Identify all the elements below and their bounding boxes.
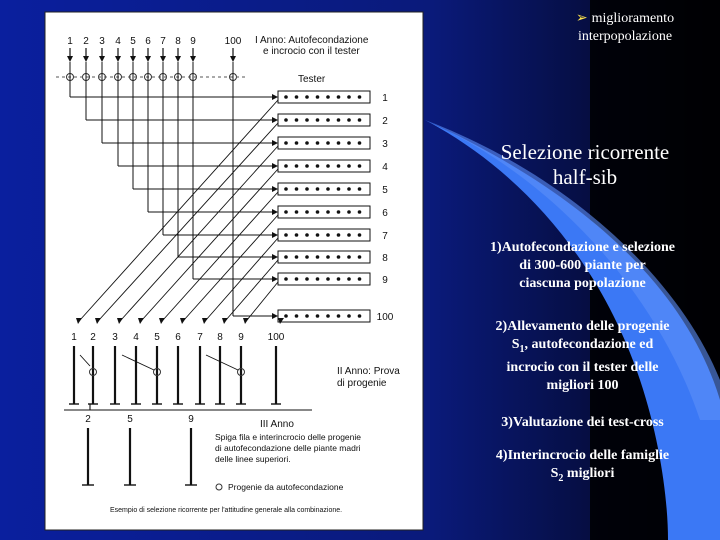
row-number-4: 4 bbox=[382, 162, 388, 173]
tester-row-9 bbox=[278, 273, 370, 285]
tester-dot-3-8 bbox=[358, 141, 362, 145]
tester-dot-6-1 bbox=[284, 210, 288, 214]
year3-label: III Anno bbox=[260, 419, 294, 430]
tester-dot-9-1 bbox=[284, 277, 288, 281]
tester-dot-2-7 bbox=[347, 118, 351, 122]
row-number-5: 5 bbox=[382, 185, 388, 196]
tester-row-4 bbox=[278, 160, 370, 172]
tester-dot-5-5 bbox=[326, 187, 330, 191]
heading-line2: half-sib bbox=[552, 165, 618, 189]
mid-number-2: 2 bbox=[90, 332, 96, 343]
heading-line1: Selezione ricorrente bbox=[500, 140, 670, 164]
top-number-2: 2 bbox=[83, 36, 89, 47]
tester-dot-7-4 bbox=[316, 233, 320, 237]
tester-row-8 bbox=[278, 251, 370, 263]
tester-dot-4-8 bbox=[358, 164, 362, 168]
step-4 bbox=[455, 447, 710, 488]
step-4-line2 bbox=[455, 465, 710, 488]
tester-dot-3-7 bbox=[347, 141, 351, 145]
tester-dot-6-7 bbox=[347, 210, 351, 214]
tester-dot-9-7 bbox=[347, 277, 351, 281]
step-3-line1: 3)Valutazione dei test-cross bbox=[501, 415, 664, 430]
arrow-bullet-icon: ➢ bbox=[575, 11, 588, 26]
tester-dot-7-2 bbox=[295, 233, 299, 237]
mid-number-6: 6 bbox=[175, 332, 181, 343]
tester-dot-7-8 bbox=[358, 233, 362, 237]
tester-dot-10-4 bbox=[316, 314, 320, 318]
bottom-number-1: 2 bbox=[85, 414, 91, 425]
tester-dot-4-5 bbox=[326, 164, 330, 168]
tester-dot-6-3 bbox=[305, 210, 309, 214]
row-number-2: 2 bbox=[382, 116, 388, 127]
tester-dot-4-3 bbox=[305, 164, 309, 168]
tester-dot-3-4 bbox=[316, 141, 320, 145]
legend-line3: delle linee superiori. bbox=[215, 454, 291, 464]
mid-number-1: 1 bbox=[71, 332, 77, 343]
tester-dot-2-1 bbox=[284, 118, 288, 122]
top-number-5: 5 bbox=[130, 36, 136, 47]
tester-dot-10-1 bbox=[284, 314, 288, 318]
row-number-3: 3 bbox=[382, 139, 388, 150]
tester-dot-3-3 bbox=[305, 141, 309, 145]
tester-dot-6-5 bbox=[326, 210, 330, 214]
row-number-6: 6 bbox=[382, 208, 388, 219]
tester-label: Tester bbox=[298, 74, 326, 85]
step-2-line1: 2)Allevamento delle progenie bbox=[495, 319, 670, 334]
year1-label-line2: e incrocio con il tester bbox=[263, 46, 360, 57]
tester-dot-8-5 bbox=[326, 255, 330, 259]
legend-line2: di autofecondazione delle piante madri bbox=[215, 443, 361, 453]
step-3 bbox=[455, 414, 710, 432]
mid-number-4: 4 bbox=[133, 332, 139, 343]
tester-dot-5-7 bbox=[347, 187, 351, 191]
figure-caption: Esempio di selezione ricorrente per l'attitudine generale alla combinazione. bbox=[110, 507, 343, 514]
year2-label-line1: II Anno: Prova bbox=[337, 366, 400, 377]
tester-dot-1-8 bbox=[358, 95, 362, 99]
mid-number-7: 7 bbox=[197, 332, 203, 343]
bottom-number-2: 5 bbox=[127, 414, 133, 425]
row-number-7: 7 bbox=[382, 231, 388, 242]
top-number-3: 3 bbox=[99, 36, 105, 47]
tester-dot-9-5 bbox=[326, 277, 330, 281]
tester-row-5 bbox=[278, 183, 370, 195]
top-number-7: 7 bbox=[160, 36, 166, 47]
tester-dot-8-8 bbox=[358, 255, 362, 259]
legend-line1: Spiga fila e interincrocio delle progenie bbox=[215, 432, 362, 442]
year1-label-line1: I Anno: Autofecondazione bbox=[255, 35, 369, 46]
tester-row-2 bbox=[278, 114, 370, 126]
tester-dot-8-1 bbox=[284, 255, 288, 259]
tester-dot-5-1 bbox=[284, 187, 288, 191]
tester-dot-9-6 bbox=[337, 277, 341, 281]
tester-dot-8-6 bbox=[337, 255, 341, 259]
tester-dot-5-4 bbox=[316, 187, 320, 191]
step-2-line4: migliori 100 bbox=[546, 377, 619, 393]
tester-dot-2-3 bbox=[305, 118, 309, 122]
tester-dot-10-6 bbox=[337, 314, 341, 318]
tester-dot-1-5 bbox=[326, 95, 330, 99]
tester-dot-9-2 bbox=[295, 277, 299, 281]
top-note bbox=[540, 10, 710, 46]
tester-dot-5-6 bbox=[337, 187, 341, 191]
step-4-sub: 2 bbox=[558, 472, 564, 484]
mid-number-3: 3 bbox=[112, 332, 118, 343]
tester-dot-7-6 bbox=[337, 233, 341, 237]
row-number-9: 9 bbox=[382, 275, 388, 286]
tester-row-10 bbox=[278, 310, 370, 322]
tester-dot-10-7 bbox=[347, 314, 351, 318]
tester-dot-8-4 bbox=[316, 255, 320, 259]
tester-dot-2-2 bbox=[295, 118, 299, 122]
tester-dot-9-8 bbox=[358, 277, 362, 281]
tester-dot-5-8 bbox=[358, 187, 362, 191]
mid-number-5: 5 bbox=[154, 332, 160, 343]
mid-number-10: 100 bbox=[267, 332, 285, 343]
step-4-rest: migliori bbox=[563, 466, 615, 481]
tester-dot-3-5 bbox=[326, 141, 330, 145]
step-1-line1: 1)Autofecondazione e selezione bbox=[489, 240, 676, 255]
tester-dot-10-8 bbox=[358, 314, 362, 318]
top-number-6: 6 bbox=[145, 36, 151, 47]
tester-dot-1-4 bbox=[316, 95, 320, 99]
tester-dot-6-6 bbox=[337, 210, 341, 214]
top-number-10: 100 bbox=[224, 36, 242, 47]
top-number-8: 8 bbox=[175, 36, 181, 47]
tester-dot-6-8 bbox=[358, 210, 362, 214]
tester-dot-9-4 bbox=[316, 277, 320, 281]
step-4-line1: 4)Interincrocio delle famiglie bbox=[495, 448, 670, 463]
tester-dot-5-2 bbox=[295, 187, 299, 191]
tester-dot-7-1 bbox=[284, 233, 288, 237]
tester-dot-8-7 bbox=[347, 255, 351, 259]
tester-dot-2-6 bbox=[337, 118, 341, 122]
tester-dot-3-6 bbox=[337, 141, 341, 145]
tester-dot-8-2 bbox=[295, 255, 299, 259]
tester-dot-1-3 bbox=[305, 95, 309, 99]
tester-dot-4-2 bbox=[295, 164, 299, 168]
row-number-10: 100 bbox=[376, 312, 394, 323]
tester-dot-1-7 bbox=[347, 95, 351, 99]
top-number-4: 4 bbox=[115, 36, 121, 47]
step-2-s: S bbox=[511, 337, 520, 352]
tester-dot-7-3 bbox=[305, 233, 309, 237]
tester-dot-2-8 bbox=[358, 118, 362, 122]
tester-dot-9-3 bbox=[305, 277, 309, 281]
tester-dot-7-5 bbox=[326, 233, 330, 237]
step-2 bbox=[455, 318, 710, 395]
top-number-9: 9 bbox=[190, 36, 196, 47]
tester-dot-3-2 bbox=[295, 141, 299, 145]
tester-dot-4-4 bbox=[316, 164, 320, 168]
tester-dot-1-1 bbox=[284, 95, 288, 99]
tester-dot-4-6 bbox=[337, 164, 341, 168]
slide-heading bbox=[460, 140, 710, 190]
tester-dot-4-1 bbox=[284, 164, 288, 168]
step-2-line2 bbox=[455, 336, 710, 359]
mid-number-8: 8 bbox=[217, 332, 223, 343]
tester-row-1 bbox=[278, 91, 370, 103]
step-1-line2: di 300-600 piante per bbox=[519, 258, 646, 273]
step-2-sub: 1 bbox=[519, 343, 525, 355]
tester-dot-10-3 bbox=[305, 314, 309, 318]
tester-dot-8-3 bbox=[305, 255, 309, 259]
top-number-1: 1 bbox=[67, 36, 73, 47]
tester-dot-1-2 bbox=[295, 95, 299, 99]
tester-row-3 bbox=[278, 137, 370, 149]
row-number-8: 8 bbox=[382, 253, 388, 264]
step-2-line3: incrocio con il tester delle bbox=[506, 359, 659, 375]
tester-dot-4-7 bbox=[347, 164, 351, 168]
tester-dot-2-4 bbox=[316, 118, 320, 122]
legend-circle-text: Progenie da autofecondazione bbox=[228, 482, 344, 492]
step-2-rest: , autofecondazione ed bbox=[524, 337, 654, 352]
mid-number-9: 9 bbox=[238, 332, 244, 343]
step-1-line3: ciascuna popolazione bbox=[519, 276, 646, 291]
tester-dot-1-6 bbox=[337, 95, 341, 99]
tester-dot-5-3 bbox=[305, 187, 309, 191]
row-number-1: 1 bbox=[382, 93, 388, 104]
step-1 bbox=[455, 239, 710, 293]
tester-row-6 bbox=[278, 206, 370, 218]
tester-dot-10-5 bbox=[326, 314, 330, 318]
tester-row-7 bbox=[278, 229, 370, 241]
step-4-s: S bbox=[550, 466, 559, 481]
tester-dot-6-4 bbox=[316, 210, 320, 214]
top-note-text: miglioramento interpopolazione bbox=[577, 11, 675, 44]
tester-dot-10-2 bbox=[295, 314, 299, 318]
bottom-number-3: 9 bbox=[188, 414, 194, 425]
tester-dot-7-7 bbox=[347, 233, 351, 237]
tester-dot-6-2 bbox=[295, 210, 299, 214]
year2-label-line2: di progenie bbox=[337, 378, 387, 389]
tester-dot-2-5 bbox=[326, 118, 330, 122]
tester-dot-3-1 bbox=[284, 141, 288, 145]
